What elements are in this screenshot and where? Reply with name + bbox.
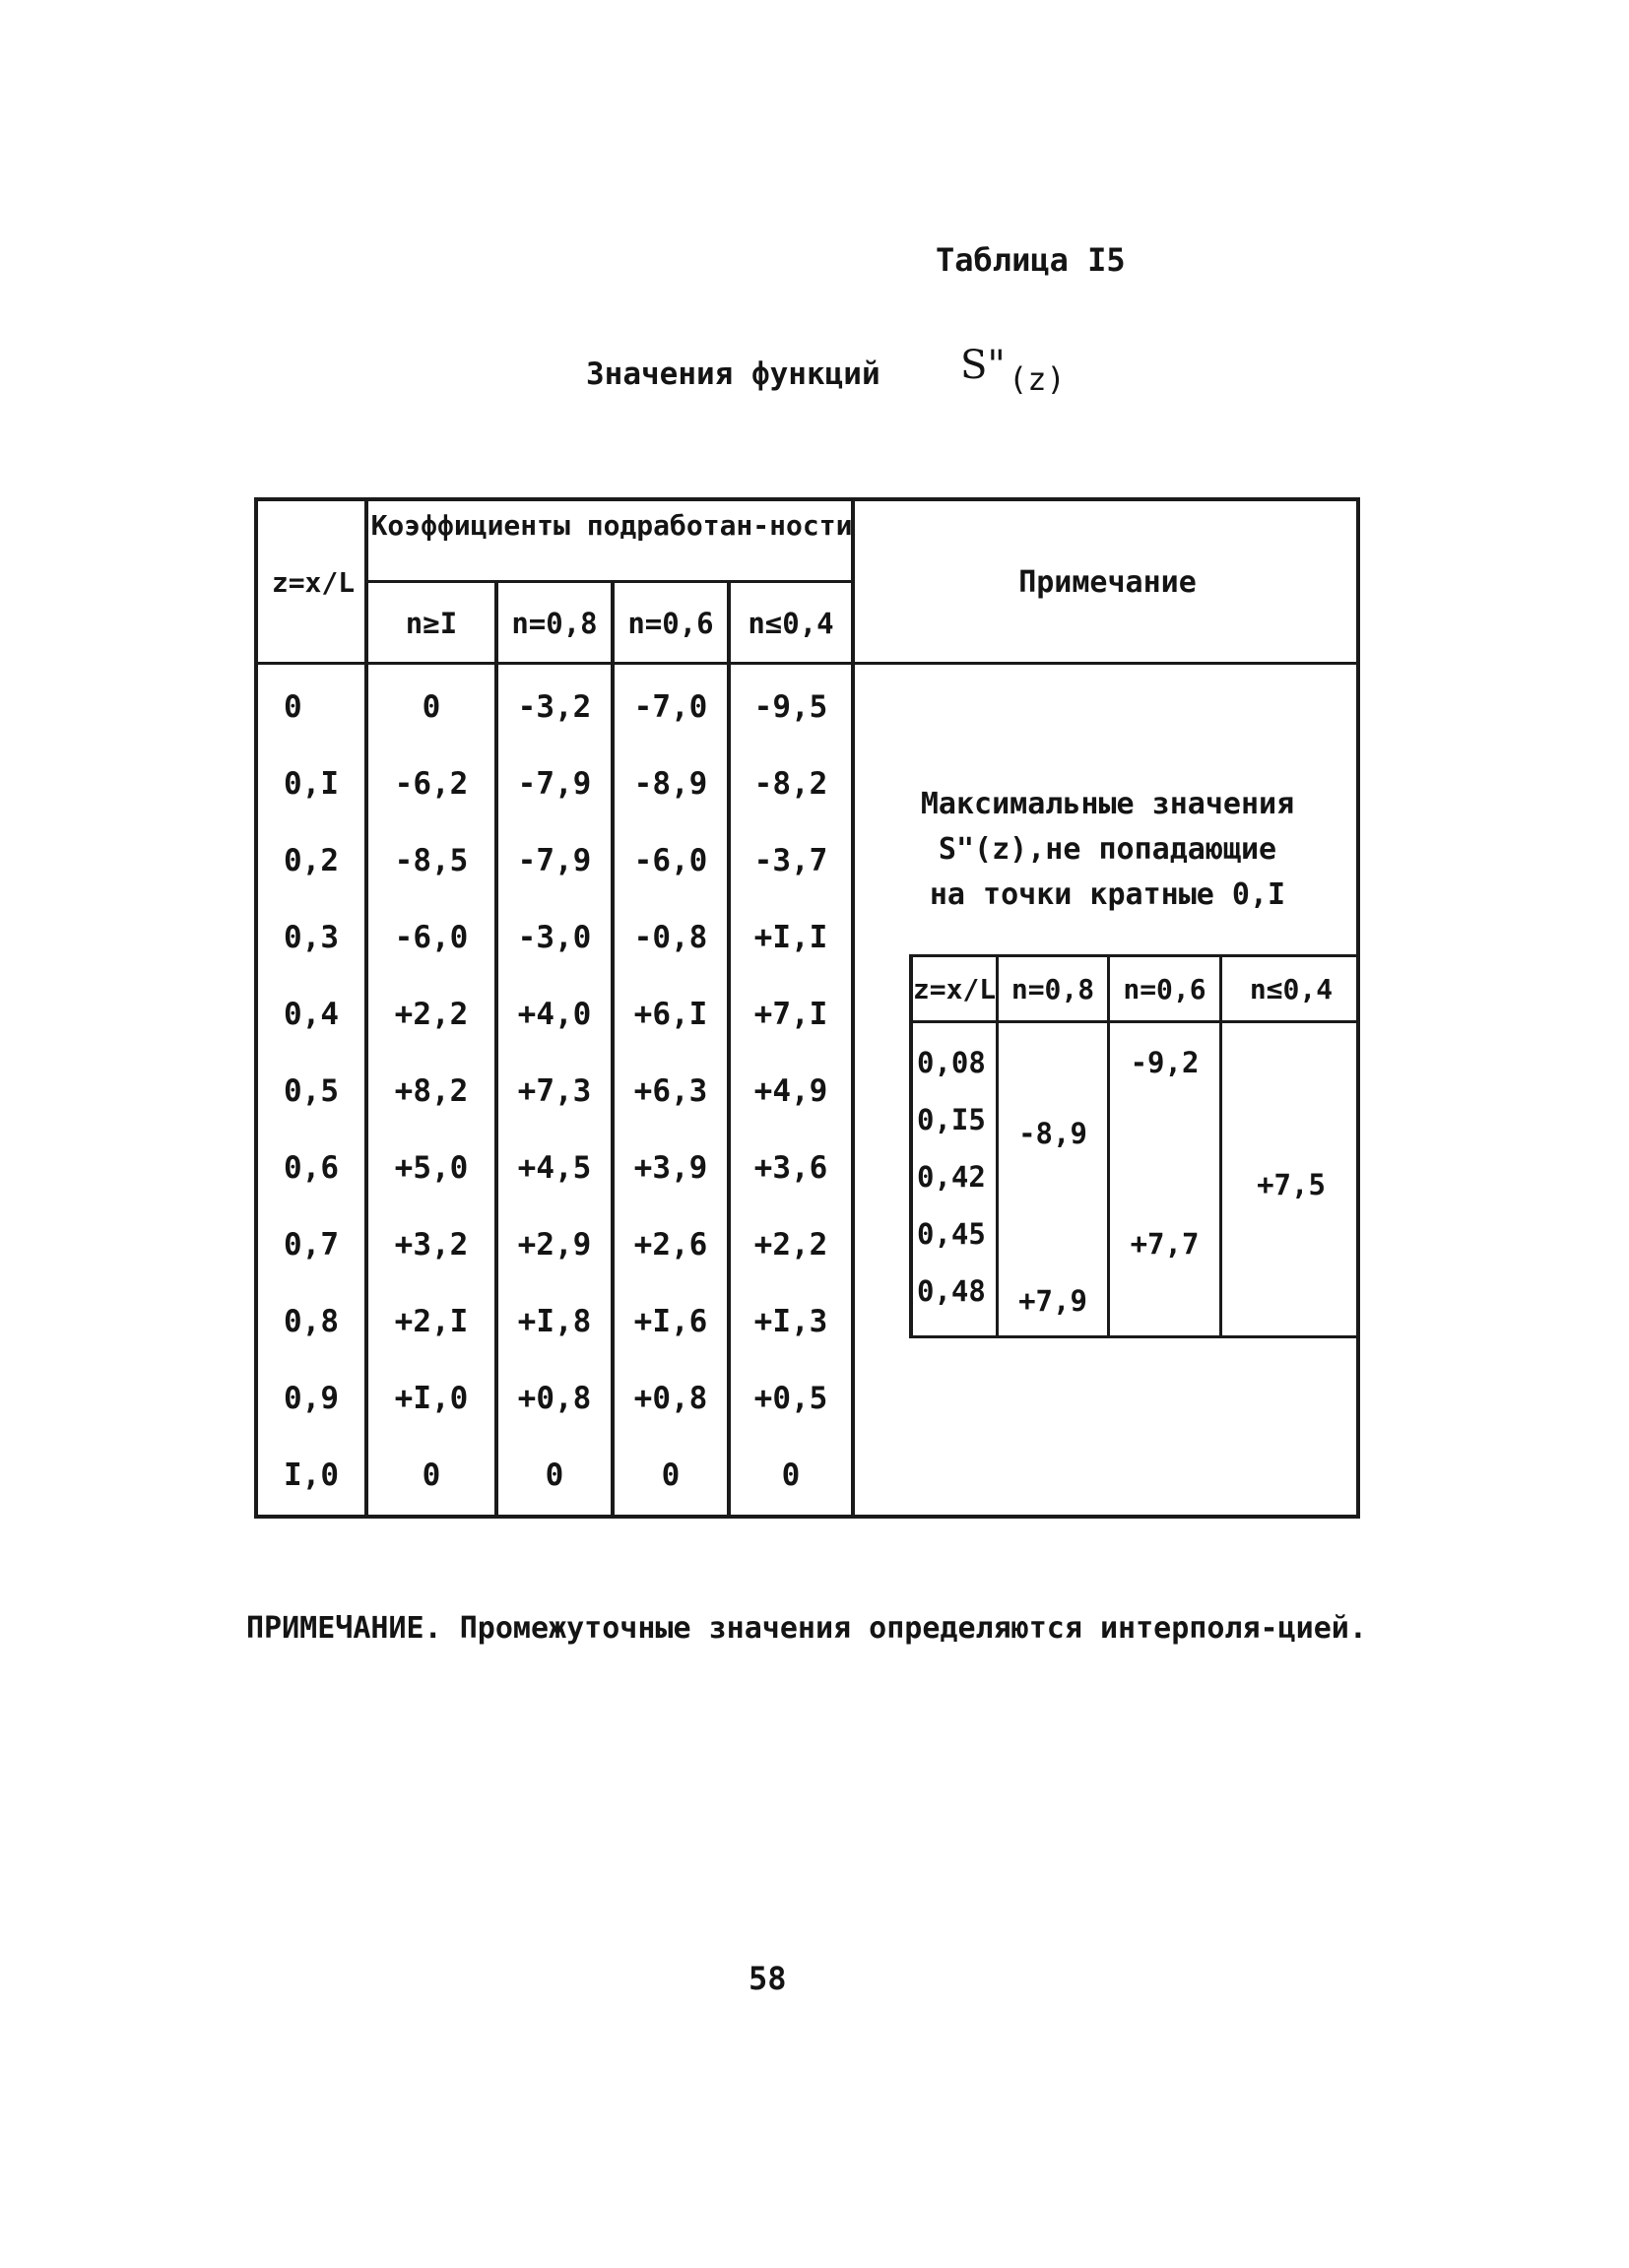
sub-value: +7,7 [1130,1227,1200,1261]
row-z: 0,2 [284,843,339,878]
max-note-line3: на точки кратные 0,I [929,877,1286,912]
sub-value: +7,9 [1018,1284,1087,1318]
sub-value: -9,2 [1130,1046,1200,1079]
row-value: +6,3 [633,1073,708,1109]
row-value: 0 [422,1458,441,1493]
row-value: +7,I [753,997,828,1032]
sub-z: 0,48 [917,1274,986,1308]
row-value: +I,8 [517,1304,592,1339]
row-value: +2,2 [394,997,469,1032]
sub-value: -8,9 [1018,1117,1087,1150]
sub-header-z: z=x/L [912,972,997,1005]
values-table [254,497,1360,1519]
sub-z: 0,45 [917,1217,986,1251]
row-value: -8,9 [633,766,708,802]
row-value: -0,8 [633,920,708,955]
table-title: Таблица I5 [936,241,1126,279]
footnote-label: ПРИМЕЧАНИЕ. [246,1611,442,1646]
header-note: Примечание [1018,565,1197,600]
max-note-line2: S"(z),не попадающие [938,832,1277,867]
row-value: +0,8 [633,1381,708,1416]
sub-header-n06: n=0,6 [1123,972,1206,1005]
row-value: -8,5 [394,843,469,878]
row-value: 0 [661,1458,681,1493]
function-symbol: S" [960,343,1006,388]
row-value: +4,5 [517,1150,592,1186]
row-z: 0,4 [284,997,339,1032]
row-value: +3,2 [394,1227,469,1263]
sub-header-n08: n=0,8 [1010,972,1095,1005]
row-value: +4,9 [753,1073,828,1109]
row-z: 0,8 [284,1304,339,1339]
row-z: 0,I [284,766,339,802]
row-value: 0 [781,1458,801,1493]
header-z: z=x/L [271,566,356,599]
function-argument: (z) [1009,360,1066,398]
row-value: +2,2 [753,1227,828,1263]
row-value: +2,I [394,1304,469,1339]
row-z: I,0 [284,1458,339,1493]
row-value: +7,3 [517,1073,592,1109]
header-n04: n≤0,4 [748,606,834,640]
row-value: 0 [422,689,441,725]
footnote-text: Промежуточные значения определяются интерполя-цией. [459,1611,1367,1646]
row-value: +I,3 [753,1304,828,1339]
row-z: 0,7 [284,1227,339,1263]
row-z: 0,5 [284,1073,339,1109]
row-value: -8,2 [753,766,828,802]
row-value: -6,0 [394,920,469,955]
sub-header-n04: n≤0,4 [1249,972,1334,1005]
max-note-line1: Максимальные значения [920,787,1295,821]
sub-z: 0,08 [917,1046,986,1079]
row-value: +I,0 [394,1381,469,1416]
row-value: +0,8 [517,1381,592,1416]
row-value: +I,I [753,920,828,955]
row-value: -7,9 [517,843,592,878]
row-value: -6,2 [394,766,469,802]
row-value: -7,0 [633,689,708,725]
row-value: -9,5 [753,689,828,725]
row-value: -6,0 [633,843,708,878]
row-z: 0,3 [284,920,339,955]
row-value: -7,9 [517,766,592,802]
row-value: +0,5 [753,1381,828,1416]
function-title: Значения функций [586,356,880,392]
header-n1: n≥I [405,606,458,640]
page-number: 58 [749,1960,787,1997]
row-value: +6,I [633,997,708,1032]
max-values-note [855,782,1360,918]
row-value: +3,6 [753,1150,828,1186]
row-value: +4,0 [517,997,592,1032]
rule [913,1020,1360,1023]
row-value: +8,2 [394,1073,469,1109]
row-value: 0 [545,1458,564,1493]
sub-value: +7,5 [1257,1168,1326,1201]
row-value: -3,2 [517,689,592,725]
header-n06: n=0,6 [627,606,714,640]
row-value: -3,7 [753,843,828,878]
row-z: 0,6 [284,1150,339,1186]
footnote [246,1605,1379,1652]
max-values-subtable [909,954,1360,1338]
row-value: +I,6 [633,1304,708,1339]
row-value: +2,9 [517,1227,592,1263]
sub-z: 0,42 [917,1160,986,1194]
header-n08: n=0,8 [511,606,598,640]
row-value: -3,0 [517,920,592,955]
sub-z: 0,I5 [917,1103,986,1136]
row-value: +3,9 [633,1150,708,1186]
header-coefficients: Коэффициенты подработан-ности [370,509,853,542]
row-z: 0,9 [284,1381,339,1416]
row-z: 0 [284,689,302,725]
row-value: +2,6 [633,1227,708,1263]
row-value: +5,0 [394,1150,469,1186]
